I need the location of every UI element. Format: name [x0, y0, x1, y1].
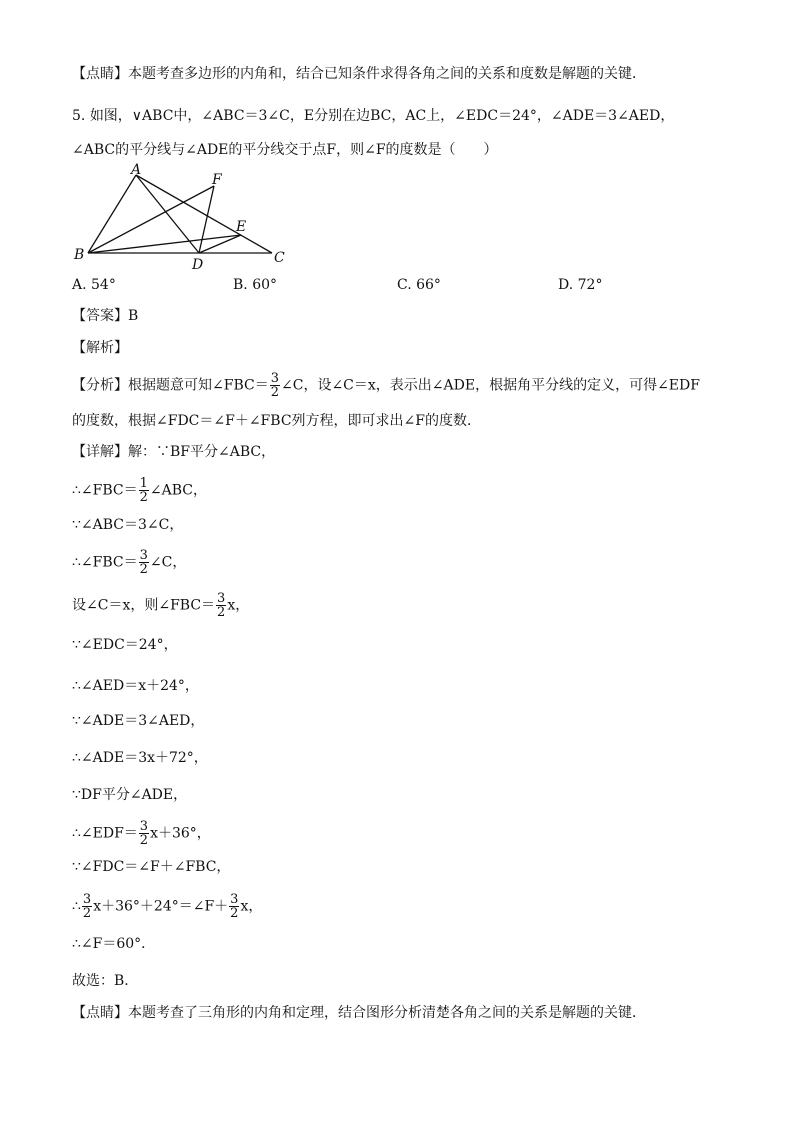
detail-line-8: ∵∠ADE＝3∠AED， — [72, 713, 205, 729]
detail-line-14: ∴∠F＝60°． — [72, 936, 156, 952]
detail-text: ∴∠FBC＝ — [72, 482, 138, 499]
detail-tag: 【详解】 — [72, 444, 128, 460]
detail-line-4 — [72, 549, 186, 576]
detail-text: x＋36°＋24°＝∠F＋ — [93, 898, 229, 915]
analysis-text-b: ∠C，设∠C＝x，表示出∠ADE，根据角平分线的定义，可得∠EDF — [281, 377, 700, 394]
label-e: E — [236, 219, 247, 235]
detail-text: x， — [227, 597, 250, 614]
analysis-line-2: 的度数，根据∠FDC＝∠F＋∠FBC列方程，即可求出∠F的度数． — [72, 413, 481, 429]
final-comment: 【点睛】本题考查了三角形的内角和定理，结合图形分析清楚各角之间的关系是解题的关键． — [72, 1005, 646, 1021]
label-c: C — [274, 250, 285, 266]
analysis-tag: 【分析】 — [72, 377, 128, 394]
detail-text: ∠C， — [149, 554, 187, 571]
detail-text: ∴∠FBC＝ — [72, 554, 138, 571]
fraction: $\frac{3}{2}$ — [217, 591, 226, 620]
detail-text: x， — [240, 898, 263, 915]
analysis-text-a: 根据题意可知∠FBC＝ — [128, 377, 269, 394]
label-f: F — [212, 172, 222, 188]
analysis-line-1 — [72, 372, 700, 399]
fraction: $\frac{3}{2}$ — [270, 371, 279, 400]
option-a: A. 54° — [72, 277, 116, 293]
fraction: $\frac{3}{2}$ — [230, 892, 239, 921]
question-line-2: ∠ABC的平分线与∠ADE的平分线交于点F，则∠F的度数是（ ） — [72, 142, 498, 158]
label-d: D — [192, 257, 204, 272]
label-a: A — [131, 162, 142, 178]
detail-line-5 — [72, 592, 249, 619]
detail-line-15: 故选：B． — [72, 973, 139, 989]
fraction: $\frac{1}{2}$ — [139, 476, 148, 505]
detail-text: 解：∵BF平分∠ABC， — [128, 444, 276, 460]
detail-line-3: ∵∠ABC＝3∠C， — [72, 517, 184, 533]
question-number: 5. — [72, 108, 86, 124]
detail-line-9: ∴∠ADE＝3x＋72°， — [72, 750, 208, 766]
question-line-1 — [72, 106, 674, 126]
detail-line-11 — [72, 820, 211, 847]
option-d: D. 72° — [558, 277, 603, 293]
detail-text: ∠ABC， — [149, 482, 208, 499]
detail-line-13 — [72, 893, 262, 920]
fraction: $\frac{3}{2}$ — [139, 819, 149, 848]
detail-line-7: ∴∠AED＝x＋24°， — [72, 678, 199, 694]
question-text-1: 如图，∨ABC中，∠ABC＝3∠C，E分别在边BC，AC上，∠EDC＝24°，∠ADE＝3∠AED， — [89, 108, 675, 124]
detail-text: 设∠C＝x，则∠FBC＝ — [72, 597, 216, 614]
fraction: $\frac{3}{2}$ — [139, 548, 148, 577]
detail-line-6: ∵∠EDC＝24°， — [72, 637, 178, 653]
detail-line-10: ∵DF平分∠ADE， — [72, 787, 188, 803]
detail-text: x＋36°， — [150, 825, 211, 842]
option-b: B. 60° — [233, 277, 278, 293]
previous-comment: 【点睛】本题考查多边形的内角和，结合已知条件求得各角之间的关系和度数是解题的关键． — [72, 66, 646, 82]
detail-line-1 — [72, 442, 275, 462]
option-c: C. 66° — [397, 277, 441, 293]
detail-text: ∴∠EDF＝ — [72, 825, 138, 842]
detail-line-12: ∵∠FDC＝∠F＋∠FBC， — [72, 859, 231, 875]
triangle-figure — [70, 162, 300, 272]
fraction: $\frac{3}{2}$ — [82, 892, 92, 921]
analysis-heading: 【解析】 — [72, 340, 128, 356]
answer: 【答案】B — [72, 308, 139, 324]
detail-text: ∴ — [72, 898, 81, 915]
label-b: B — [74, 247, 85, 263]
detail-line-2 — [72, 477, 207, 504]
